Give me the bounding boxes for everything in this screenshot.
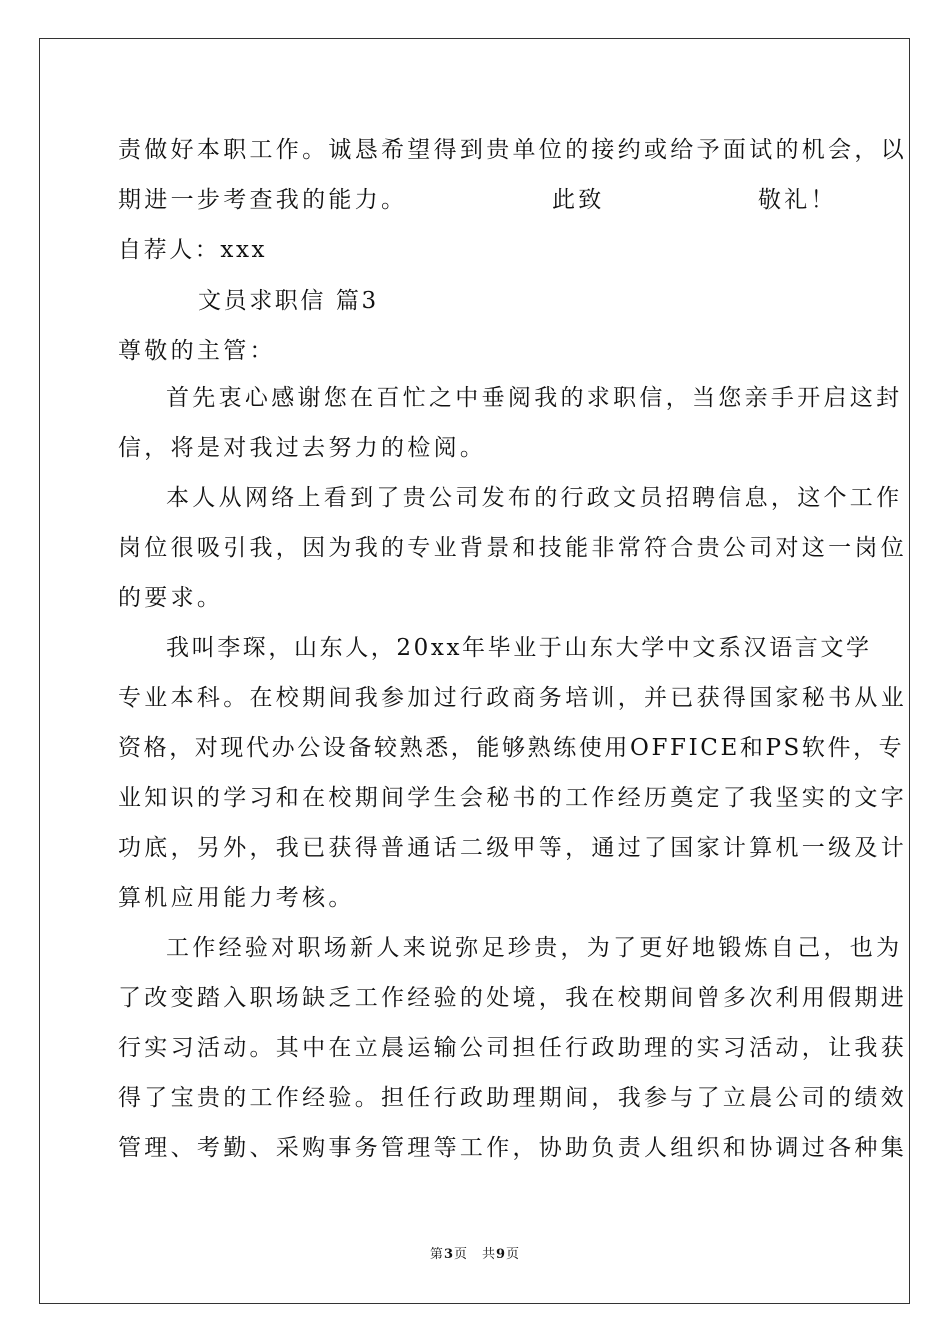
page-total: 9 bbox=[496, 1247, 507, 1262]
text-line: 功底，另外，我已获得普通话二级甲等，通过了国家计算机一级及计 bbox=[118, 835, 907, 861]
text-line: 首先衷心感谢您在百忙之中垂阅我的求职信，当您亲手开启这封 bbox=[166, 385, 903, 411]
text-line: 的要求。 bbox=[118, 585, 224, 611]
section-heading: 文员求职信 篇3 bbox=[198, 288, 379, 314]
page-current: 3 bbox=[443, 1247, 454, 1262]
text-line: 专业本科。在校期间我参加过行政商务培训，并已获得国家秘书从业 bbox=[118, 685, 907, 711]
signature-line: 自荐人：xxx bbox=[118, 237, 268, 263]
closing-regards: 敬礼！ bbox=[758, 187, 837, 213]
text-line: 业知识的学习和在校期间学生会秘书的工作经历奠定了我坚实的文字 bbox=[118, 785, 907, 811]
text-line: 了改变踏入职场缺乏工作经验的处境，我在校期间曾多次利用假期进 bbox=[118, 985, 907, 1011]
text-line: 我叫李琛，山东人，20xx年毕业于山东大学中文系汉语言文学 bbox=[166, 635, 872, 661]
text-line: 管理、考勤、采购事务管理等工作，协助负责人组织和协调过各种集 bbox=[118, 1135, 907, 1161]
closing-salutation: 此致 bbox=[552, 187, 605, 213]
page-suffix: 页 bbox=[506, 1247, 521, 1262]
page-prefix: 第 bbox=[429, 1247, 444, 1262]
text-line: 信，将是对我过去努力的检阅。 bbox=[118, 435, 487, 461]
page-footer bbox=[0, 1247, 950, 1263]
page-border bbox=[39, 38, 910, 1304]
text-line: 得了宝贵的工作经验。担任行政助理期间，我参与了立晨公司的绩效 bbox=[118, 1085, 907, 1111]
text-line: 资格，对现代办公设备较熟悉，能够熟练使用OFFICE和PS软件，专 bbox=[118, 735, 905, 761]
text-line: 责做好本职工作。诚恳希望得到贵单位的接约或给予面试的机会，以 bbox=[118, 137, 907, 163]
page-mid: 页 共 bbox=[453, 1247, 496, 1262]
text-line: 行实习活动。其中在立晨运输公司担任行政助理的实习活动，让我获 bbox=[118, 1035, 907, 1061]
text-line: 期进一步考查我的能力。 bbox=[118, 187, 408, 213]
text-line: 本人从网络上看到了贵公司发布的行政文员招聘信息，这个工作 bbox=[166, 485, 903, 511]
text-line: 算机应用能力考核。 bbox=[118, 885, 355, 911]
text-line: 岗位很吸引我，因为我的专业背景和技能非常符合贵公司对这一岗位 bbox=[118, 535, 907, 561]
greeting: 尊敬的主管： bbox=[118, 338, 276, 364]
text-line: 工作经验对职场新人来说弥足珍贵，为了更好地锻炼自己，也为 bbox=[166, 935, 903, 961]
